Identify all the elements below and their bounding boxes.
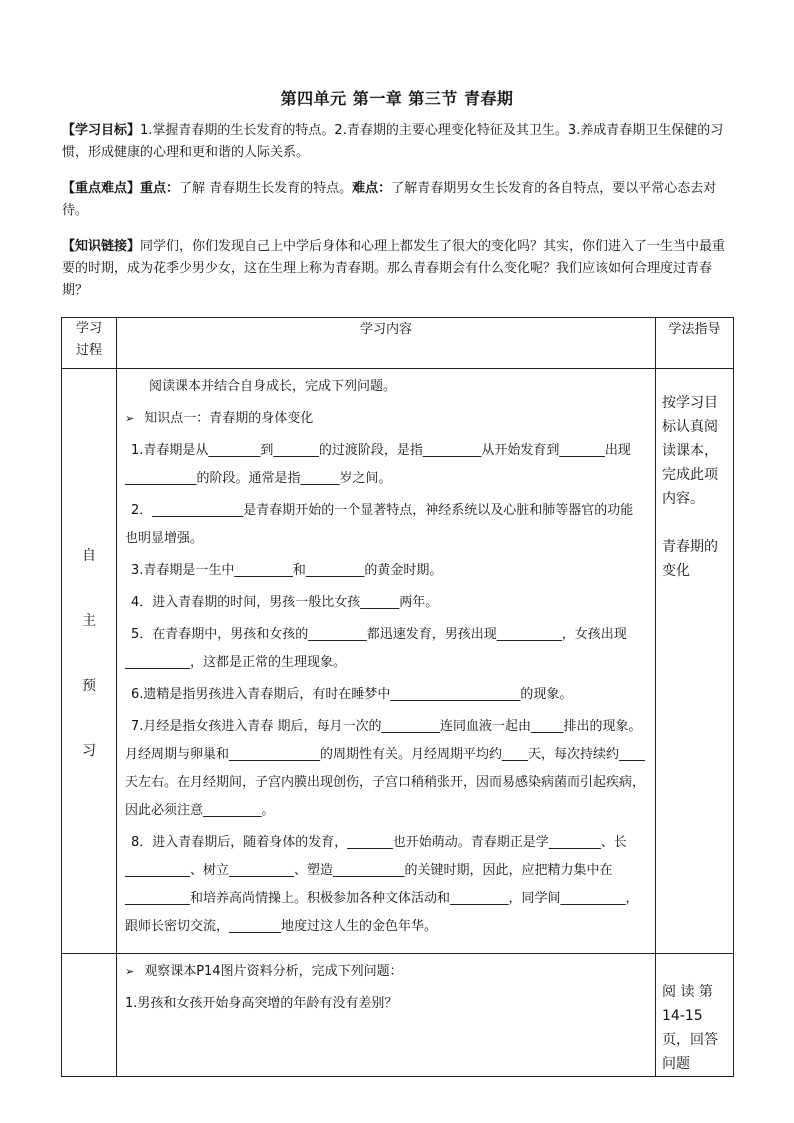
list-item: 1.男孩和女孩开始身高突增的年龄有没有差别？ [125,996,398,1011]
list-item: 6.遗精是指男孩进入青春期后，有时在睡梦中____________________的现象。 [131,687,573,702]
key-difficult-points [62,178,734,222]
guide-cell [656,369,734,954]
key-text: 了解 青春期生长发育的特点。 [179,181,353,196]
knowledge-link [62,236,734,302]
guide-text: 按学习目标认真阅读课本，完成此项内容。 [662,395,718,507]
reading-instruction: 阅读课本并结合自身成长，完成下列问题。 [149,379,397,394]
arrow-bullet-icon: ➢ [125,412,135,425]
table-row [62,369,734,954]
process-char: 自 [82,548,96,564]
header-content: 学习内容 [117,318,656,369]
difficult-label: 难点： [352,181,392,196]
process-empty [62,954,117,1077]
guide-text: 青春期的变化 [662,539,718,579]
page-title: 第四单元 第一章 第三节 青春期 [280,89,514,108]
link-label: 【知识链接】 [62,239,141,254]
learning-objectives [62,120,734,164]
content-cell [117,369,656,954]
process-char: 预 [82,678,96,694]
list-item: 7.月经是指女孩进入青春 期后，每月一次的_________连同血液一起由_____排出的现象。月经周期与卵巢和______________的周期性有关。月经周期平均约____天，每次持续约____天左右。在月经期间，子宫内膜出现创伤，子宫口稍稍张开，因而易感染病菌而引起疾病，因此必须注意_________。 [125,719,646,818]
process-char: 主 [82,613,96,629]
arrow-bullet-icon: ➢ [125,965,135,978]
list-item: 2．______________是青春期开始的一个显著特点，神经系统以及心脏和肺等器官的功能也明显增强。 [125,503,634,546]
key-points-label: 【重点难点】 [62,181,141,196]
link-text: 同学们，你们发现自己上中学后身体和心理上都发生了很大的变化吗？其实，你们进入了一生当中最重要的时期，成为花季少男少女，这在生理上称为青春期。那么青春期会有什么变化呢？我们应该如何合理度过青春期？ [62,239,726,298]
process-self-study [62,369,117,954]
header-guide: 学法指导 [656,318,734,369]
process-char: 习 [82,743,96,759]
header-process: 学习 过程 [62,318,117,369]
analysis-title: ➢ 观察课本P14图片资料分析，完成下列问题： [125,964,403,979]
list-item: 5．在青春期中，男孩和女孩的_________都迅速发育，男孩出现__________，女孩出现__________，这都是正常的生理现象。 [125,627,627,670]
list-item: 1.青春期是从________到_______的过渡阶段，是指_________从开始发育到_______出现___________的阶段。通常是指______岁之间。 [125,443,631,486]
list-item: 8．进入青春期后，随着身体的发育，_______也开始萌动。青春期正是学________、长__________、树立__________、塑造___________的关键时期，因此，应把精力集中在__________和培养高尚情操上。积极参加各种文体活动和_________，同学间__________，跟师长密切交流，________地度过这人生的金色年华。 [125,835,639,934]
objectives-text: 1.掌握青春期的生长发育的特点。2.青春期的主要心理变化特征及其卫生。3.养成青春期卫生保健的习惯，形成健康的心理和更和谐的人际关系。 [62,123,724,160]
list-item: 4．进入青春期的时间，男孩一般比女孩______两年。 [131,595,439,610]
table-row [62,954,734,1077]
knowledge-point-title: ➢ 知识点一：青春期的身体变化 [125,411,314,426]
list-item: 3.青春期是一生中_________和_________的黄金时期。 [131,563,443,578]
key-label: 重点： [140,181,180,196]
objectives-label: 【学习目标】 [62,123,141,138]
guide-cell: 阅 读 第14-15页，回答问题 [656,954,734,1077]
content-cell [117,954,656,1077]
difficult-text: 了解青春期男女生长发育的各自特点，要以平常心态去对待。 [62,181,717,218]
table-header-row [62,318,734,369]
study-table [61,317,734,1077]
